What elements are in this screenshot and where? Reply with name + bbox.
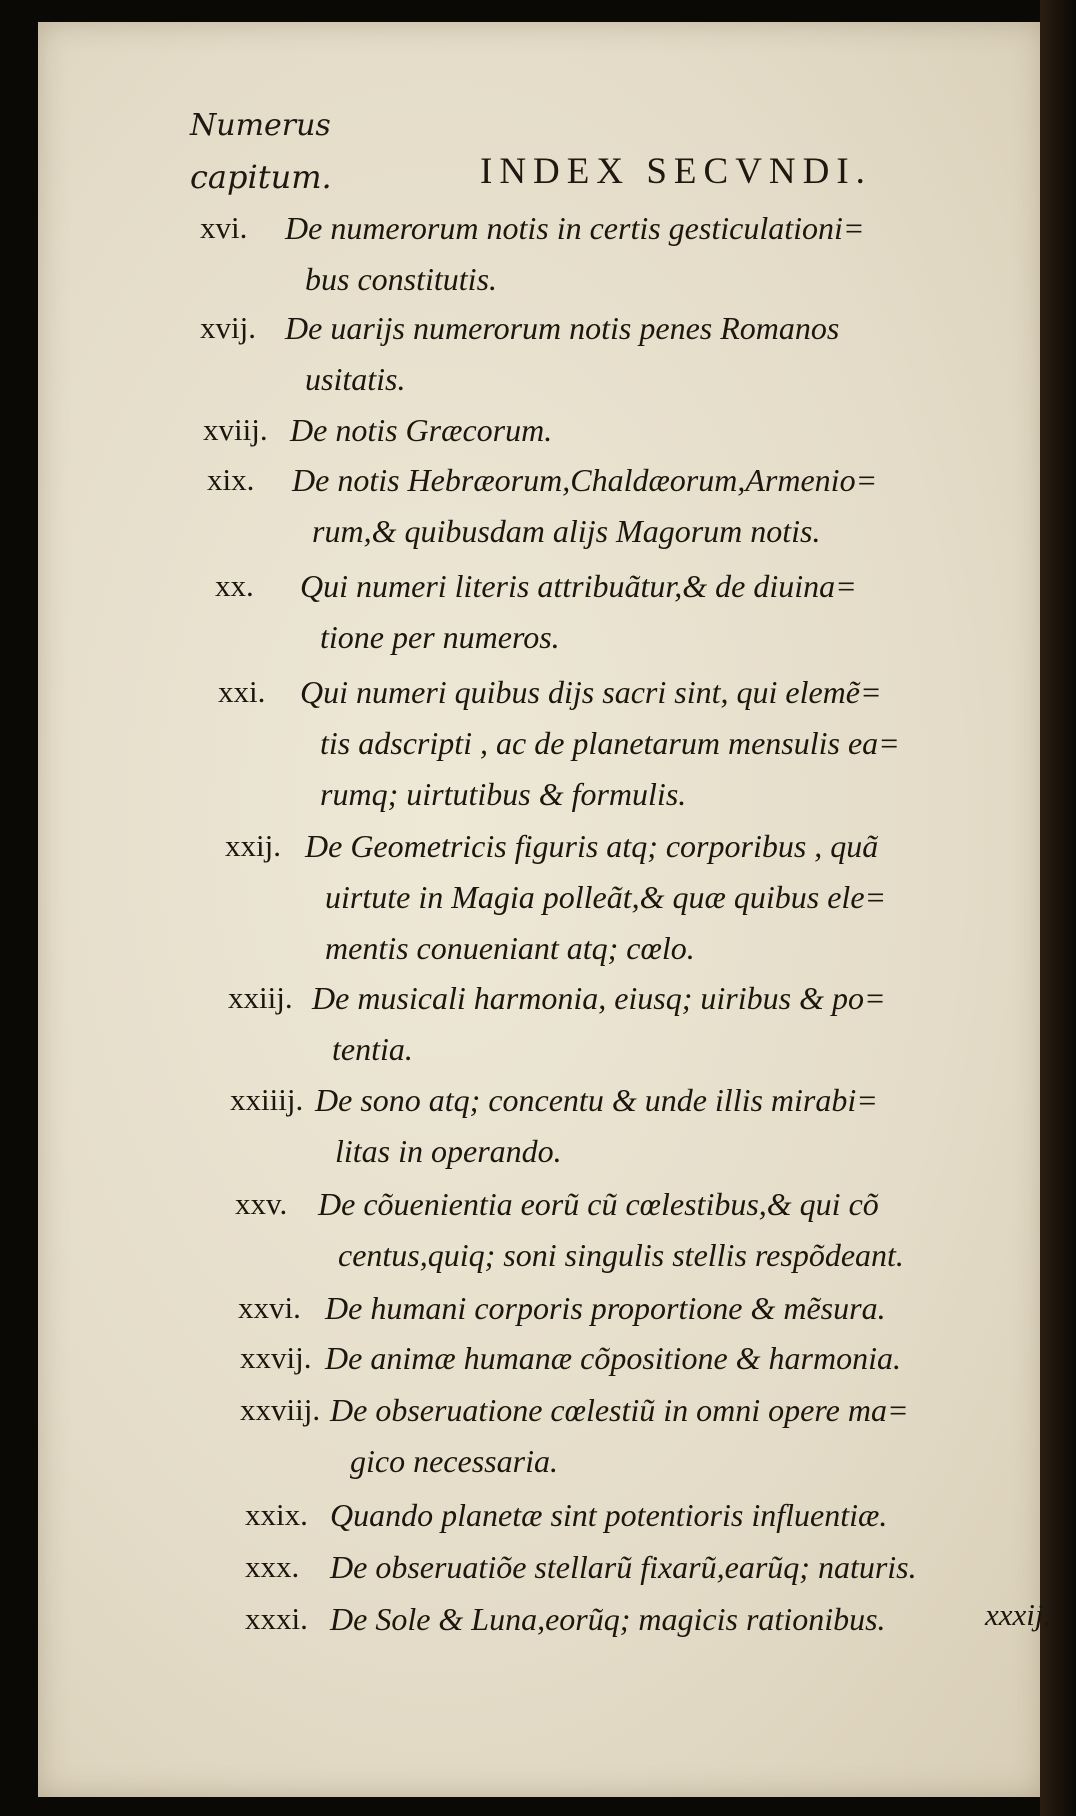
- chapter-number: xxiiij.: [230, 1082, 304, 1117]
- chapter-title-line: De animæ humanæ cõpositione & harmonia.: [325, 1340, 901, 1376]
- chapter-title-line: bus constitutis.: [305, 261, 498, 297]
- chapter-title-line: De numerorum notis in certis gesticulationi=: [285, 210, 865, 246]
- chapter-title-line: centus,quiq; soni singulis stellis respõdeant.: [338, 1237, 904, 1273]
- chapter-title-line: Qui numeri literis attribuãtur,& de diuina=: [300, 568, 857, 604]
- chapter-number: xxvij.: [240, 1340, 312, 1375]
- chapter-number: xxxi.: [245, 1601, 308, 1636]
- chapter-number: xxv.: [235, 1186, 288, 1221]
- page-edge-shadow: [1040, 0, 1076, 1816]
- chapter-title-line: De notis Hebræorum,Chaldæorum,Armenio=: [292, 462, 878, 498]
- chapter-title-line: De Geometricis figuris atq; corporibus , quã: [305, 828, 879, 864]
- chapter-title-line: De sono atq; concentu & unde illis mirabi=: [315, 1082, 878, 1118]
- chapter-title-line: De uarijs numerorum notis penes Romanos: [285, 310, 840, 346]
- chapter-title-line: usitatis.: [305, 361, 406, 397]
- chapter-number: xxiij.: [228, 980, 293, 1015]
- chapter-number: xvij.: [200, 310, 256, 345]
- chapter-title-line: De cõuenientia eorũ cũ cœlestibus,& qui cõ: [318, 1186, 879, 1222]
- chapter-number: xix.: [207, 462, 255, 497]
- chapter-number: xxi.: [218, 674, 266, 709]
- chapter-number: xxij.: [225, 828, 281, 863]
- chapter-number: xvi.: [200, 210, 248, 245]
- catchword: xxxij.: [985, 1597, 1052, 1632]
- chapter-title-line: De musicali harmonia, eiusq; uiribus & po=: [312, 980, 886, 1016]
- chapter-title-line: tis adscripti , ac de planetarum mensulis ea=: [320, 725, 900, 761]
- chapter-title-line: uirtute in Magia polleãt,& quæ quibus ele=: [325, 879, 887, 915]
- chapter-title-line: tione per numeros.: [320, 619, 560, 655]
- chapter-title-line: rumq; uirtutibus & formulis.: [320, 776, 687, 812]
- chapter-number: xxviij.: [240, 1392, 321, 1427]
- chapter-title-line: litas in operando.: [335, 1133, 562, 1169]
- chapter-title-line: mentis conueniant atq; cœlo.: [325, 930, 695, 966]
- chapter-title-line: De humani corporis proportione & mẽsura.: [325, 1290, 886, 1326]
- header-numerus: Numerus: [190, 108, 331, 143]
- chapter-title-line: De notis Græcorum.: [290, 412, 553, 448]
- chapter-title-line: De Sole & Luna,eorũq; magicis rationibus.: [330, 1601, 886, 1637]
- chapter-title-line: De obseruatiõe stellarũ fixarũ,earũq; naturis.: [330, 1549, 917, 1585]
- chapter-title-line: rum,& quibusdam alijs Magorum notis.: [312, 513, 821, 549]
- header-capitum: capitum.: [190, 158, 332, 196]
- chapter-number: xxvi.: [238, 1290, 301, 1325]
- page-title: INDEX SECVNDI.: [480, 151, 872, 192]
- chapter-title-line: gico necessaria.: [350, 1443, 558, 1479]
- chapter-title-line: De obseruatione cœlestiũ in omni opere ma=: [330, 1392, 909, 1428]
- chapter-title-line: Quando planetæ sint potentioris influentiæ.: [330, 1497, 888, 1533]
- chapter-title-line: tentia.: [332, 1031, 413, 1067]
- chapter-number: xx.: [215, 568, 254, 603]
- chapter-number: xviij.: [203, 412, 268, 447]
- chapter-title-line: Qui numeri quibus dijs sacri sint, qui elemẽ=: [300, 674, 882, 710]
- chapter-number: xxx.: [245, 1549, 300, 1584]
- chapter-number: xxix.: [245, 1497, 308, 1532]
